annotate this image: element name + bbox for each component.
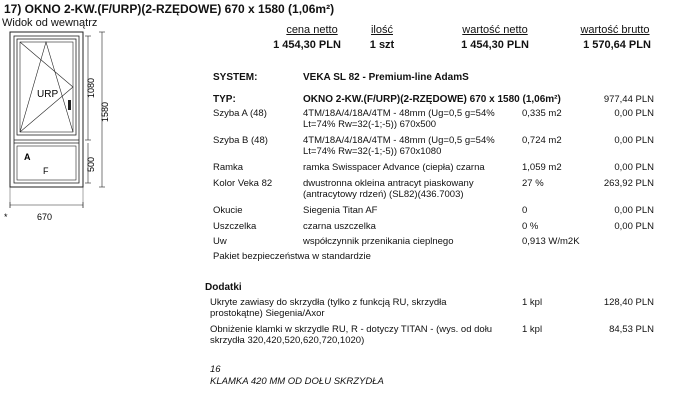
header-net-value: wartość netto xyxy=(462,24,528,36)
row-name: Kolor Veka 82 xyxy=(213,178,273,189)
row-name: Uszczelka xyxy=(213,221,257,232)
row-qty: 0 xyxy=(522,205,528,216)
star-mark: * xyxy=(4,212,8,222)
row-qty: 1,059 m2 xyxy=(522,162,562,173)
window-drawing xyxy=(0,0,130,230)
dim-total-height: 1580 xyxy=(100,101,110,122)
row-name: Pakiet bezpieczeństwa w standardzie xyxy=(213,251,371,262)
row-desc: Lt=74% Rw=32(-1;-5)) 670x1080 xyxy=(303,146,442,157)
row-desc: Siegenia Titan AF xyxy=(303,205,378,216)
dodatki-desc: Ukryte zawiasy do skrzydła (tylko z funkcją RU, skrzydła xyxy=(210,297,447,308)
note-text: KLAMKA 420 MM OD DOŁU SKRZYDŁA xyxy=(210,376,384,387)
row-desc: ramka Swisspacer Advance (ciepła) czarna xyxy=(303,162,485,173)
row-price: 0,00 PLN xyxy=(614,162,654,173)
row-qty: 0,724 m2 xyxy=(522,135,562,146)
row-price: 263,92 PLN xyxy=(603,178,654,189)
header-net-price: cena netto xyxy=(286,24,338,36)
row-qty: 0,335 m2 xyxy=(522,108,562,119)
dodatki-price: 84,53 PLN xyxy=(609,324,654,335)
row-desc: współczynnik przenikania cieplnego xyxy=(303,236,454,247)
row-desc: 4TM/18A/4/18A/4TM - 48mm (Ug=0,5 g=54% xyxy=(303,135,495,146)
sash-label-urp: URP xyxy=(37,89,59,100)
row-desc: dwustronna okleina antracyt piaskowany xyxy=(303,178,474,189)
dodatki-qty: 1 kpl xyxy=(522,324,543,335)
row-name: Szyba A (48) xyxy=(213,108,267,119)
view-label: Widok od wewnątrz xyxy=(2,17,98,29)
row-qty: 0 % xyxy=(522,221,539,232)
row-name: Okucie xyxy=(213,205,243,216)
row-price: 0,00 PLN xyxy=(614,205,654,216)
row-desc: (antracytowy rdzeń) (SL82)(436.7003) xyxy=(303,189,464,200)
value-gross-value: 1 570,64 PLN xyxy=(583,39,651,51)
row-desc: Lt=74% Rw=32(-1;-5)) 670x500 xyxy=(303,119,437,130)
dodatki-desc: Obniżenie klamki w skrzydle RU, R - dotyczy TITAN - (wys. od dołu xyxy=(210,324,493,335)
dim-top-height: 1080 xyxy=(86,77,96,98)
dodatki-qty: 1 kpl xyxy=(522,297,543,308)
header-quantity: ilość xyxy=(370,24,393,36)
dodatki-desc: skrzydła 320,420,520,620,720,1020) xyxy=(210,335,365,346)
typ-label: TYP: xyxy=(213,94,236,105)
row-qty: 27 % xyxy=(522,178,544,189)
dodatki-price: 128,40 PLN xyxy=(603,297,654,308)
system-value: VEKA SL 82 - Premium-line AdamS xyxy=(303,72,469,83)
dodatki-label: Dodatki xyxy=(205,282,242,293)
row-name: Uw xyxy=(213,236,227,247)
typ-value: OKNO 2-KW.(F/URP)(2-RZĘDOWE) 670 x 1580 (1,06m²) xyxy=(303,94,561,105)
value-net-price: 1 454,30 PLN xyxy=(273,39,341,51)
dodatki-desc: prostokątne) Siegenia/Axor xyxy=(210,308,325,319)
row-desc: 4TM/18A/4/18A/4TM - 48mm (Ug=0,5 g=54% xyxy=(303,108,495,119)
dim-width: 670 xyxy=(37,212,53,222)
system-label: SYSTEM: xyxy=(213,72,258,83)
dim-bottom-height: 500 xyxy=(86,156,96,172)
value-net-value: 1 454,30 PLN xyxy=(461,39,529,51)
row-price: 0,00 PLN xyxy=(614,135,654,146)
sash-label-f: F xyxy=(43,166,49,176)
typ-price: 977,44 PLN xyxy=(603,94,654,105)
row-qty: 0,913 W/m2K xyxy=(522,236,580,247)
row-name: Szyba B (48) xyxy=(213,135,268,146)
row-desc: czarna uszczelka xyxy=(303,221,376,232)
note-number: 16 xyxy=(210,364,221,375)
row-price: 0,00 PLN xyxy=(614,108,654,119)
position-title: 17) OKNO 2-KW.(F/URP)(2-RZĘDOWE) 670 x 1580 (1,06m²) xyxy=(4,2,335,16)
header-gross-value: wartość brutto xyxy=(580,24,650,36)
glass-label-a: A xyxy=(24,152,31,162)
value-quantity: 1 szt xyxy=(369,39,395,51)
row-name: Ramka xyxy=(213,162,244,173)
row-price: 0,00 PLN xyxy=(614,221,654,232)
